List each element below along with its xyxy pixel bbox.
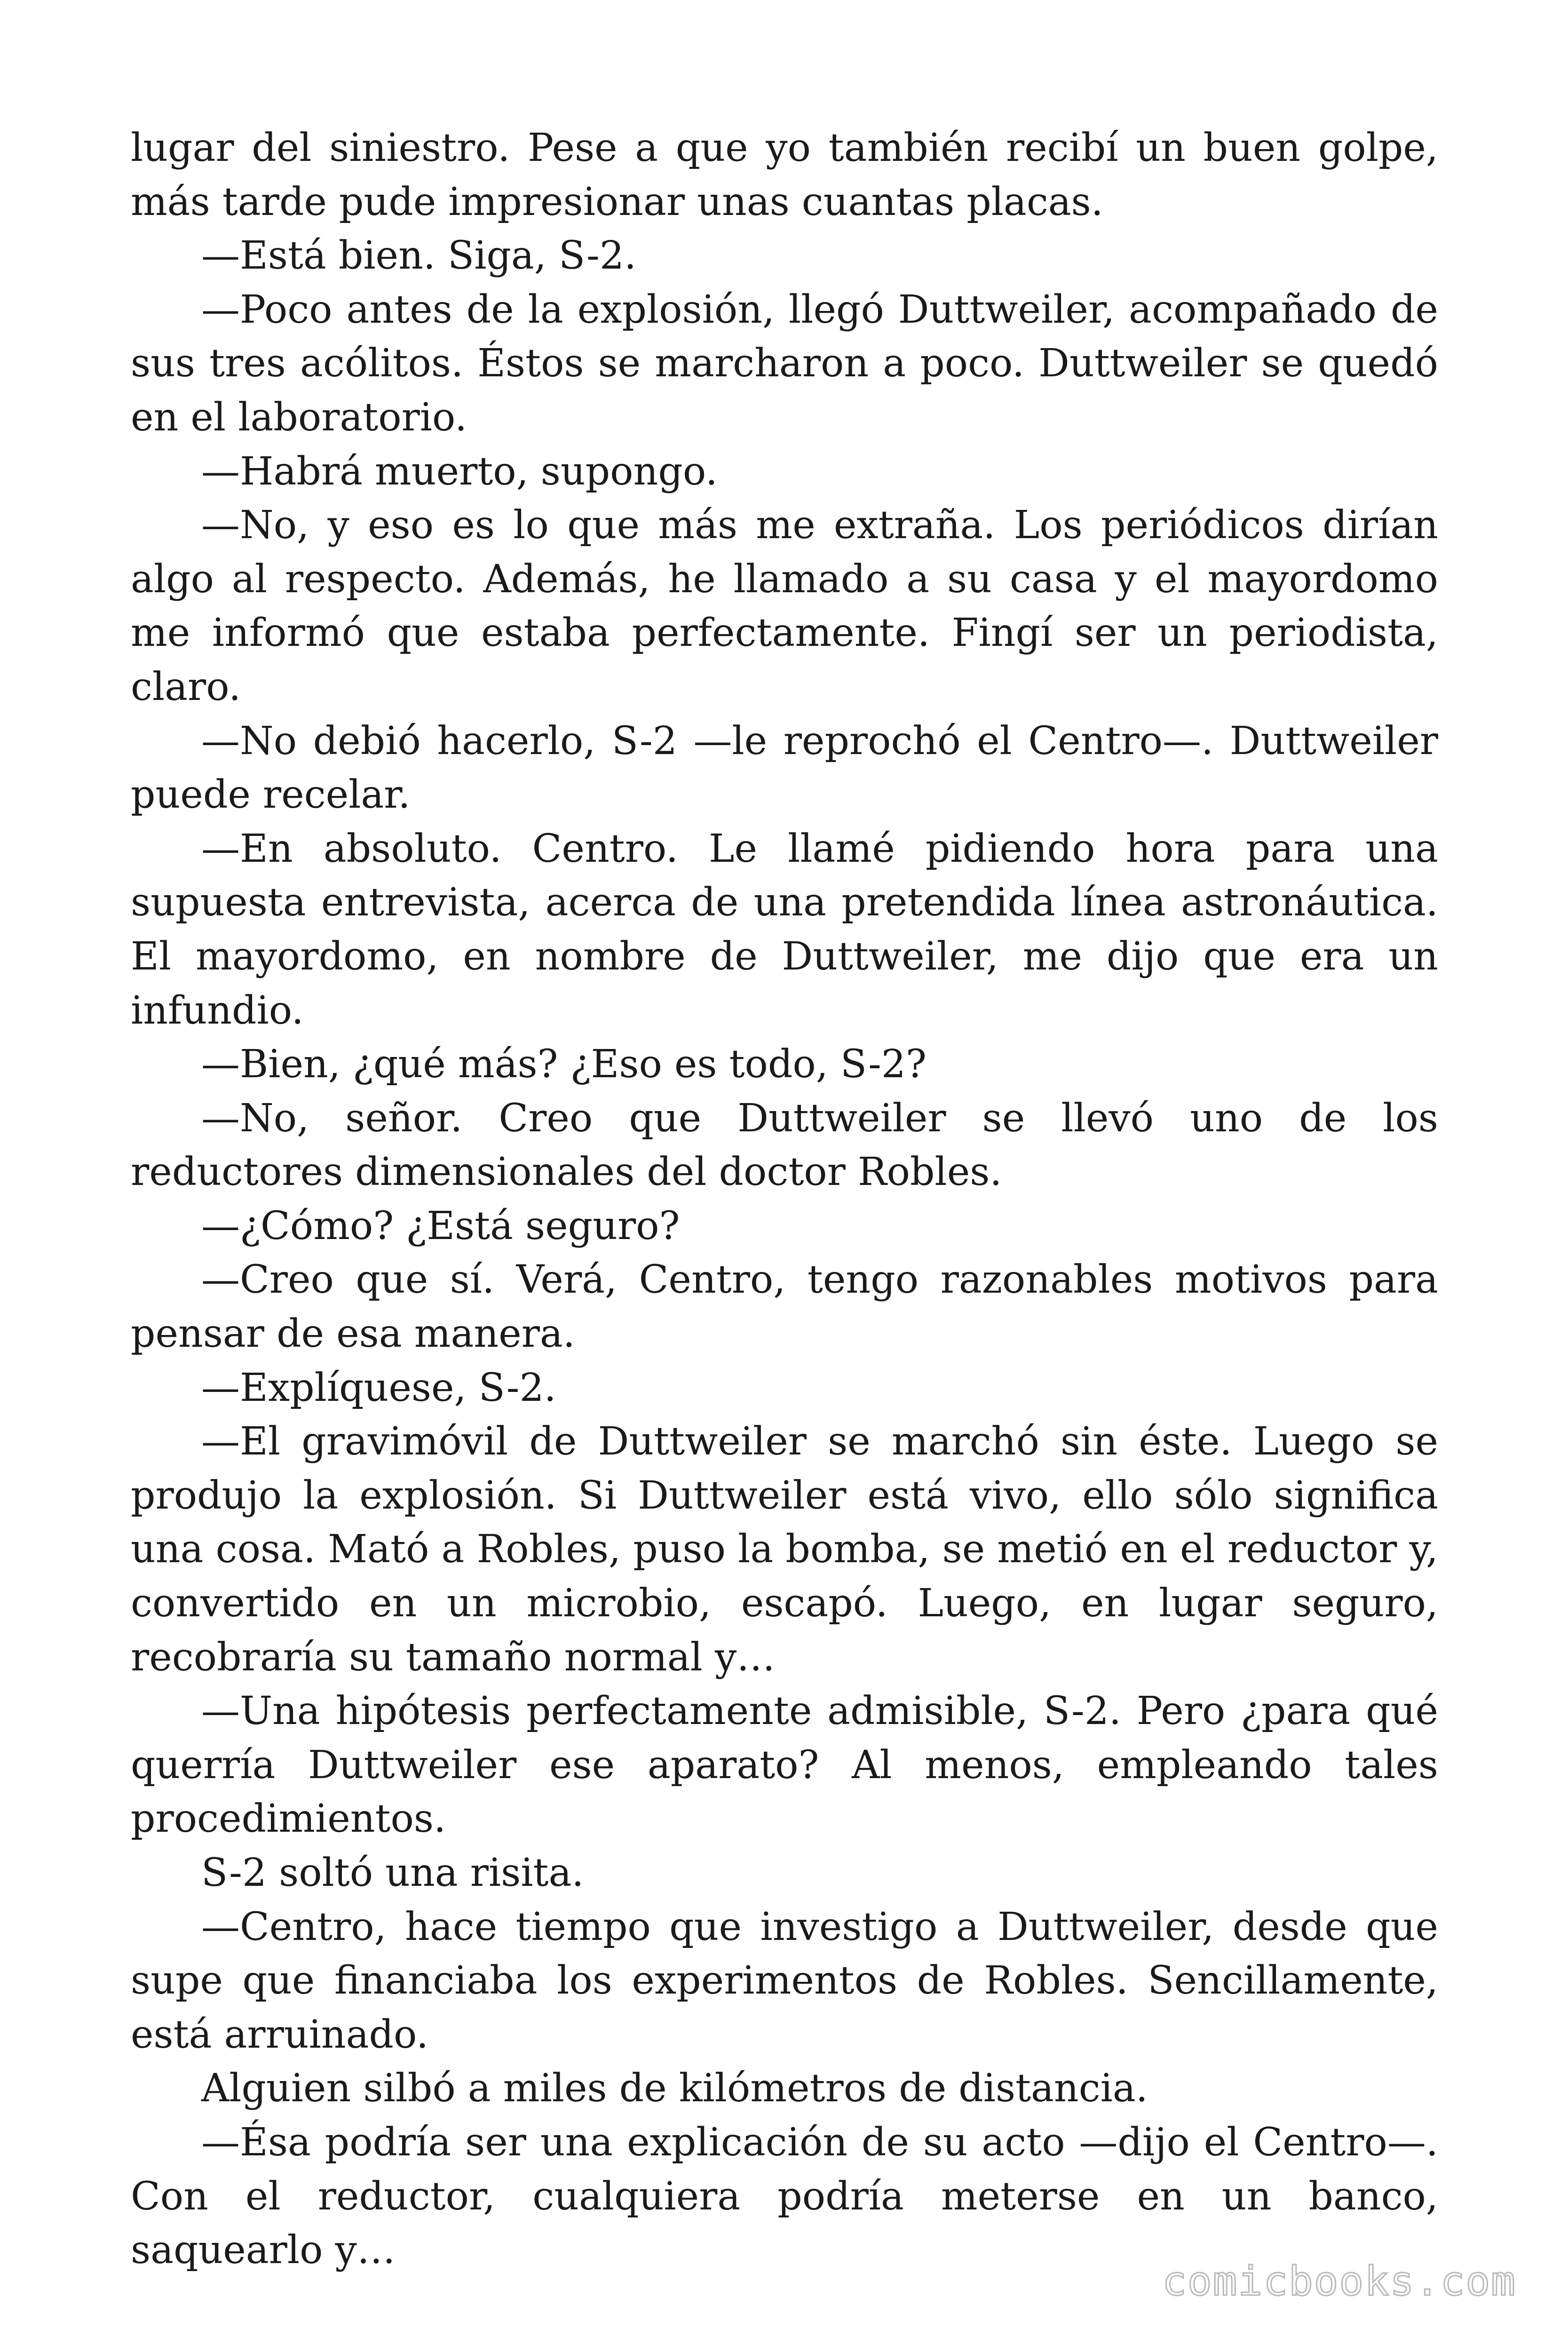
paragraph-10: —¿Cómo? ¿Está seguro? [201,1203,680,1248]
page-text [131,121,1438,2278]
paragraph-9: —No, señor. Creo que Duttweiler se llevó uno de los reductores dimensionales del doctor Robles. [131,1096,1438,1195]
paragraph-11: —Creo que sí. Verá, Centro, tengo razonables motivos para pensar de esa manera. [131,1257,1438,1357]
watermark: comicbooks.com [1162,2258,1516,2305]
paragraph-3: —Poco antes de la explosión, llegó Duttweiler, acompañado de sus tres acólitos. Éstos se marcharon a poco. Duttweiler se quedó en el laboratorio. [131,287,1438,440]
paragraph-4: —Habrá muerto, supongo. [201,449,718,494]
paragraph-14: —Una hipótesis perfectamente admisible, S-2. Pero ¿para qué querría Duttweiler ese aparato? Al menos, empleando tales procedimientos. [131,1689,1438,1842]
paragraph-7: —En absoluto. Centro. Le llamé pidiendo hora para una supuesta entrevista, acerca de una pretendida línea astronáutica. El mayordomo, en nombre de Duttweiler, me dijo que era un infundio. [131,826,1438,1033]
paragraph-2: —Está bien. Siga, S-2. [201,233,637,278]
paragraph-15: S-2 soltó una risita. [201,1851,584,1895]
paragraph-12: —Explíquese, S-2. [201,1365,556,1410]
paragraph-1: lugar del siniestro. Pese a que yo también recibí un buen golpe, más tarde pude impresionar unas cuantas placas. [131,126,1438,224]
paragraph-16: —Centro, hace tiempo que investigo a Duttweiler, desde que supe que financiaba los experimentos de Robles. Sencillamente, está arruinado. [131,1904,1438,2057]
paragraph-13: —El gravimóvil de Duttweiler se marchó sin éste. Luego se produjo la explosión. Si Duttweiler está vivo, ello sólo significa una cosa. Mató a Robles, puso la bomba, se metió en el reductor y, convertido en un microbio, escapó. Luego, en lugar seguro, recobraría su tamaño normal y… [131,1419,1438,1680]
paragraph-5: —No, y eso es lo que más me extraña. Los periódicos dirían algo al respecto. Además, he llamado a su casa y el mayordomo me informó que estaba perfectamente. Fingí ser un periodista, claro. [131,503,1438,709]
paragraph-17: Alguien silbó a miles de kilómetros de distancia. [201,2066,1148,2111]
paragraph-6: —No debió hacerlo, S-2 —le reprochó el Centro—. Duttweiler puede recelar. [131,718,1438,818]
paragraph-18: —Ésa podría ser una explicación de su acto —dijo el Centro—. Con el reductor, cualquiera podría meterse en un banco, saquearlo y… [131,2120,1438,2273]
paragraph-8: —Bien, ¿qué más? ¿Eso es todo, S-2? [201,1042,927,1087]
